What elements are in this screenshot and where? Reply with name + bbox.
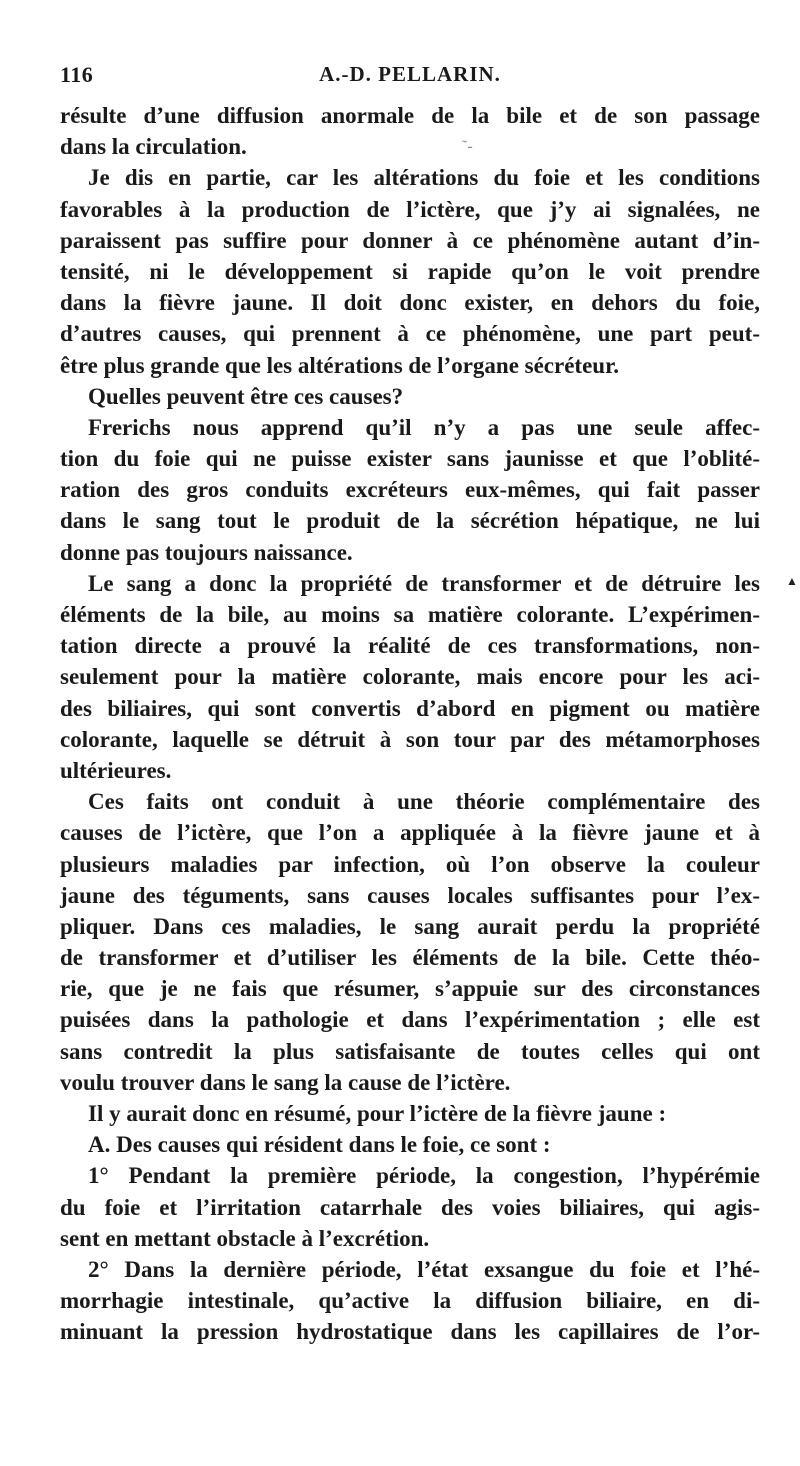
- text-line: causes de l’ictère, que l’on a appliquée à la fièvre jaune et à: [60, 820, 760, 846]
- text-line: Quelles peuvent être ces causes?: [88, 383, 404, 409]
- page-number: 116: [60, 62, 94, 87]
- text-line: Ces faits ont conduit à une théorie complémentaire des: [88, 789, 760, 815]
- text-line: éléments de la bile, au moins sa matière colorante. L’expérimen-: [60, 602, 760, 627]
- text-line: puisées dans la pathologie et dans l’expérimentation ; elle est: [60, 1007, 760, 1033]
- text-line: Il y aurait donc en résumé, pour l’ictère de la fièvre jaune :: [88, 1101, 667, 1126]
- text-line: sent en mettant obstacle à l’excrétion.: [60, 1225, 430, 1251]
- body-text: [60, 100, 760, 1348]
- text-line: paraissent pas suffire pour donner à ce phénomène autant d’in-: [60, 227, 760, 253]
- margin-ink-mark: ▲: [786, 574, 798, 588]
- ink-smudge-mark: ˜‑: [462, 138, 473, 155]
- text-line: Frerichs nous apprend qu’il n’y a pas une seule affec-: [88, 414, 760, 440]
- text-line: voulu trouver dans le sang la cause de l’ictère.: [60, 1069, 511, 1095]
- text-line: 2° Dans la dernière période, l’état exsangue du foie et l’hé-: [88, 1256, 760, 1282]
- text-line: morrhagie intestinale, qu’active la diffusion biliaire, en di-: [60, 1288, 760, 1314]
- text-line: dans la circulation.: [60, 134, 247, 160]
- text-line: dans le sang tout le produit de la sécrétion hépatique, ne lui: [60, 508, 760, 534]
- text-line: seulement pour la matière colorante, mais encore pour les aci-: [60, 664, 760, 690]
- text-line: minuant la pression hydrostatique dans les capillaires de l’or-: [60, 1319, 760, 1345]
- text-line: colorante, laquelle se détruit à son tour par des métamorphoses: [60, 726, 760, 752]
- text-line: A. Des causes qui résident dans le foie, ce sont :: [88, 1132, 551, 1158]
- text-line: Je dis en partie, car les altérations du foie et les conditions: [88, 165, 760, 191]
- text-line: sans contredit la plus satisfaisante de toutes celles qui ont: [60, 1038, 760, 1064]
- text-line: des biliaires, qui sont convertis d’abord en pigment ou matière: [60, 695, 760, 721]
- text-line: 1° Pendant la première période, la congestion, l’hypérémie: [88, 1163, 760, 1189]
- text-line: tensité, ni le développement si rapide qu’on le voit prendre: [60, 258, 760, 284]
- running-head: [60, 62, 760, 92]
- text-line: plusieurs maladies par infection, où l’on observe la couleur: [60, 851, 760, 877]
- text-line: de transformer et d’utiliser les éléments de la bile. Cette théo-: [60, 945, 760, 971]
- text-line: être plus grande que les altérations de l’organe sécréteur.: [60, 352, 619, 378]
- text-line: tion du foie qui ne puisse exister sans jaunisse et que l’oblité-: [60, 446, 760, 472]
- text-line: dans la fièvre jaune. Il doit donc exister, en dehors du foie,: [60, 290, 760, 316]
- text-line: ultérieures.: [60, 757, 172, 783]
- text-line: du foie et l’irritation catarrhale des voies biliaires, qui agis-: [60, 1194, 760, 1220]
- text-line: jaune des téguments, sans causes locales suffisantes pour l’ex-: [60, 882, 760, 908]
- text-line: d’autres causes, qui prennent à ce phénomène, une part peut-: [60, 321, 760, 347]
- text-line: donne pas toujours naissance.: [60, 539, 353, 565]
- text-line: rie, que je ne fais que résumer, s’appuie sur des circonstances: [60, 976, 760, 1002]
- text-line: ration des gros conduits excréteurs eux-mêmes, qui fait passer: [60, 477, 760, 503]
- text-line: favorables à la production de l’ictère, que j’y ai signalées, ne: [60, 196, 760, 222]
- text-line: tation directe a prouvé la réalité de ces transformations, non-: [60, 633, 760, 659]
- running-head-author: A.-D. PELLARIN.: [319, 62, 501, 86]
- text-line: pliquer. Dans ces maladies, le sang aurait perdu la propriété: [60, 913, 760, 939]
- text-line: résulte d’une diffusion anormale de la bile et de son passage: [60, 103, 760, 128]
- text-line: Le sang a donc la propriété de transformer et de détruire les: [88, 570, 760, 596]
